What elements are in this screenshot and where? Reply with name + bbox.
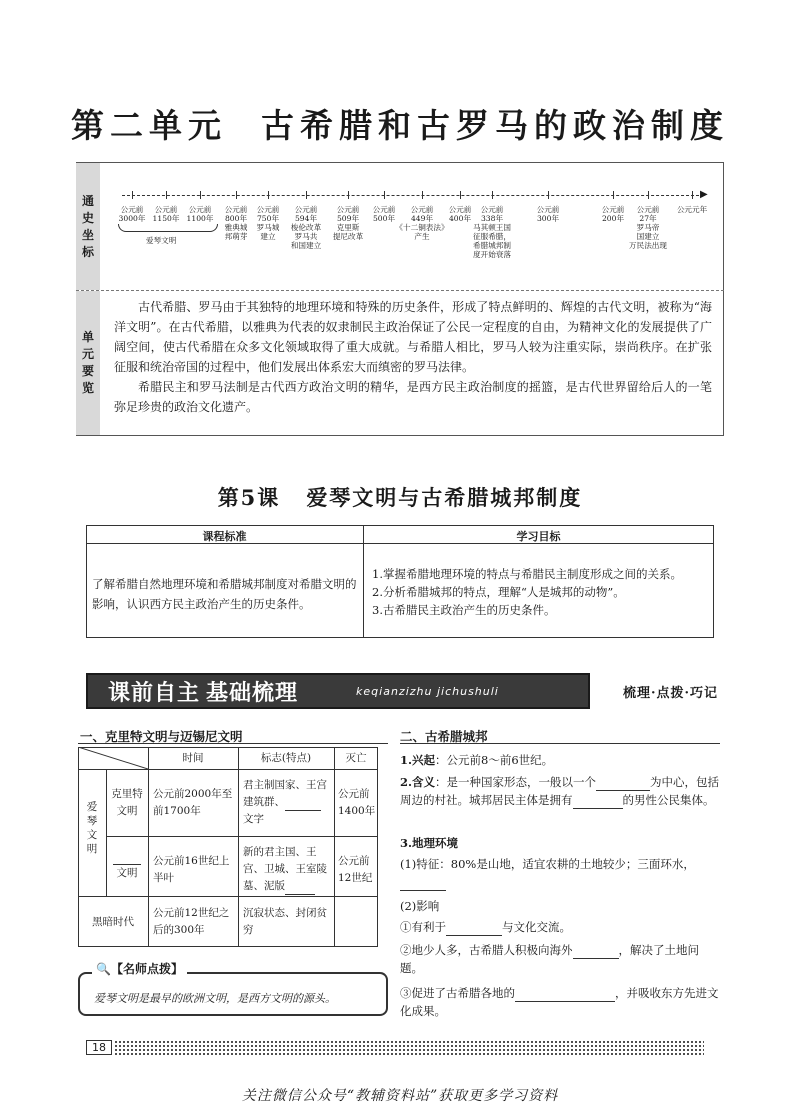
row3-name: 黑暗时代 [92,916,134,928]
learning-goal-item: 1.掌握希腊地理环境的特点与希腊民主制度形成之间的关系。 [372,567,682,581]
banner-pinyin: keqianzizhu jichushuli [356,684,499,698]
table-rule [78,769,378,770]
timeline-tick [422,191,423,199]
timeline-entry: 公元前 800年 雅典城 邦萌芽 [224,205,248,241]
geo-impact-heading: (2)影响 [400,899,440,913]
teacher-tip-heading: 🔍【名师点拨】 [92,960,187,977]
timeline-entry: 公元前 1100年 [186,205,214,223]
timeline-side-label: 通史坐标 [76,163,100,290]
magnifier-icon: 🔍 [96,962,111,976]
col-mark-header: 标志(特点) [260,752,312,764]
course-standard-text: 了解希腊自然地理环境和希腊城邦制度对希腊文明的影响，认识西方民主政治产生的历史条件。 [92,577,357,611]
timeline-entry: 公元前 200年 [601,205,625,223]
row2-time: 公元前16世纪上半叶 [153,855,230,884]
learning-goals [372,565,712,619]
timeline-tick [166,191,167,199]
section1-rule [78,743,388,744]
footer-note: 关注微信公众号“教辅资料站”获取更多学习资料 [241,1088,559,1104]
timeline-arrow-icon: ▶ [700,189,708,200]
timeline-tick [236,191,237,199]
teacher-tip-text: 爱琴文明是最早的欧洲文明，是西方文明的源头。 [94,992,336,1005]
aegean-brace [118,224,218,232]
row3-time: 公元前12世纪之后的300年 [153,907,230,936]
row1-name: 克里特文明 [111,788,143,817]
timeline-entry: 公元前 3000年 [118,205,146,223]
unit-number: 第二单元 [71,106,227,145]
timeline-tick [492,191,493,199]
course-standard-header: 课程标准 [202,530,247,543]
timeline-tick [460,191,461,199]
rise-line: 1.兴起：公元前8～前6世纪。 [400,753,554,767]
timeline-tick [348,191,349,199]
table-rule [78,896,378,897]
geo-impact-3: ③促进了古希腊各地的 ，并吸收东方先进文化成果。 [400,986,719,1018]
learning-goal-header: 学习目标 [516,530,561,543]
timeline-entry: 公元前 594年 梭伦改革 罗马共 和国建立 [290,205,322,250]
timeline-entry: 公元前 300年 [536,205,560,223]
row3-mark: 沉寂状态、封闭贫穷 [243,907,327,936]
row2-name: 文明 [110,848,144,882]
timeline-entry: 公元前 449年 《十二铜表法》 产生 [395,205,449,241]
timeline-tick [384,191,385,199]
timeline-tick [692,191,693,199]
banner-tag: 梳理·点拨·巧记 [622,686,718,701]
table-corner-diagonal [78,747,148,769]
timeline-tick [200,191,201,199]
timeline-axis [122,195,704,196]
timeline-tick [548,191,549,199]
timeline-entry: 公元前 1150年 [152,205,180,223]
timeline-entry: 公元元年 [676,205,708,214]
row2-end: 公元前12世纪 [338,855,373,884]
timeline-tick [306,191,307,199]
timeline-tick [132,191,133,199]
section-banner [86,673,590,709]
col-time-header: 时间 [182,752,204,764]
aegean-label: 爱琴文明 [146,236,177,245]
table-rule [106,769,107,896]
overview-paragraph: 古代希腊、罗马由于其独特的地理环境和特殊的历史条件，形成了特点鲜明的、辉煌的古代文明，被称为“海洋文明”。在古代希腊，以雅典为代表的奴隶制民主政治保证了公民一定程度的自由，为精神文化的发展提供了广阔空间，使古代希腊在众多文化领域取得了重大成就。与希腊人相比，罗马人较为注重实际，崇尚秩序。在扩张征服和统治帝国的过程中，他们发展出体系宏大而缜密的罗马法律。 [114,300,712,374]
section2-heading: 二、古希腊城邦 [400,729,488,744]
lesson-number: 第5课 [217,485,281,510]
page-dot-band [114,1040,704,1055]
aegean-group-label: 爱琴文明 [86,801,98,855]
row1-mark: 君主制国家、王宫建筑群、文字 [243,779,327,825]
geo-heading: 3.地理环境 [400,836,459,850]
col-end-header: 灭亡 [345,752,367,764]
section2-rule [400,743,720,744]
geo-impact-2: ②地少人多，古希腊人积极向海外 ，解决了土地问题。 [400,943,699,975]
row1-time: 公元前2000年至前1700年 [153,788,233,817]
lesson-name: 爱琴文明与古希腊城邦制度 [306,485,583,510]
timeline-entry: 公元前 338年 马其顿王国 征服希腊， 希腊城邦制 度开始衰落 [473,205,511,259]
timeline-entry: 公元前 27年 罗马帝 国建立 万民法出现 [629,205,667,250]
timeline-entry: 公元前 750年 罗马城 建立 [256,205,280,241]
timeline-entry: 公元前 400年 [448,205,472,223]
timeline-tick [613,191,614,199]
unit-overview-text [114,297,712,417]
table-rule [148,747,149,947]
learning-goal-item: 2.分析希腊城邦的特点，理解“人是城邦的动物”。 [372,585,625,599]
row2-mark: 新的君主国、王宫、卫城、王室陵墓、泥版 [243,844,331,895]
unit-box-divider [76,290,724,291]
section1-heading: 一、克里特文明与迈锡尼文明 [80,729,243,744]
timeline-tick [268,191,269,199]
table-rule [106,836,378,837]
overview-paragraph: 希腊民主和罗马法制是古代西方政治文明的精华，是西方民主政治制度的摇篮，是古代世界留给后人的一笔弥足珍贵的政治文化遗产。 [114,380,712,414]
unit-name: 古希腊和古罗马的政治制度 [261,106,729,145]
table-rule [334,747,335,947]
learning-goal-item: 3.古希腊民主政治产生的历史条件。 [372,603,556,617]
banner-title: 课前自主 基础梳理 [108,680,299,706]
definition-line: 2.含义：是一种国家形态，一般以一个 为中心，包括周边的村社。城邦居民主体是拥有 的男性公民集体。 [400,775,720,807]
timeline-entry: 公元前 509年 克里斯 提尼改革 [332,205,364,241]
timeline-tick [648,191,649,199]
timeline-entry: 公元前 500年 [372,205,396,223]
row1-end: 公元前1400年 [338,788,376,817]
table-rule [238,747,239,947]
page-number: 18 [86,1040,112,1055]
unit-title [0,100,800,147]
geo-impact-1: ①有利于 与文化交流。 [400,920,571,934]
overview-side-label: 单元要览 [76,291,100,435]
geo-feature: (1)特征：80%是山地，适宜农耕的土地较少；三面环水， [400,855,720,891]
lesson-title [0,482,800,512]
